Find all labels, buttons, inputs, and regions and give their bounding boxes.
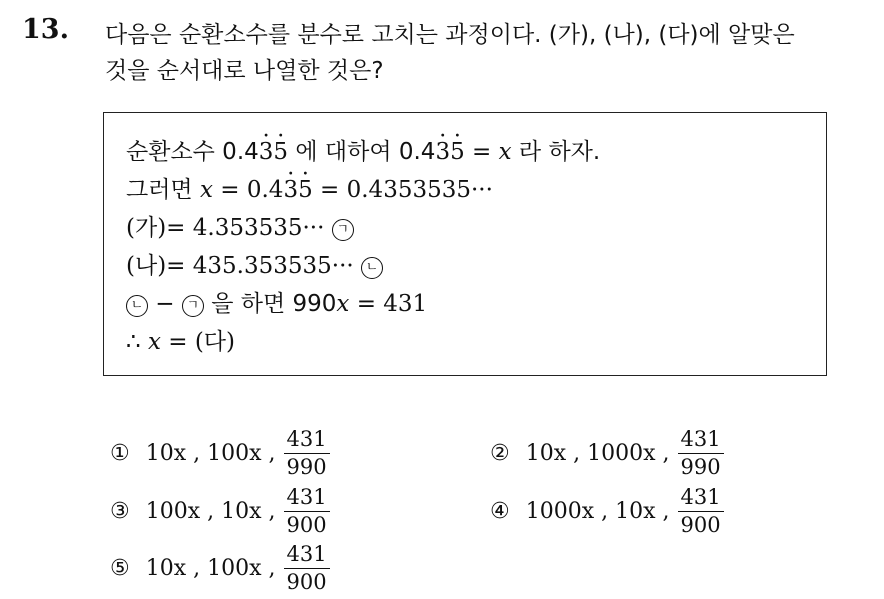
- box-line-2: [126, 171, 493, 204]
- circled-giyeok-icon: ㄱ: [332, 219, 354, 241]
- numerator: 431: [678, 428, 724, 454]
- box-line-1: [126, 133, 600, 166]
- text: 라 하자.: [511, 139, 601, 165]
- question-text-line-2: 것을 순서대로 나열한 것은?: [105, 58, 384, 84]
- text: 을 하면 990: [203, 291, 337, 317]
- fraction: [678, 428, 724, 479]
- text: 그러면: [126, 177, 200, 203]
- variable-x: x: [498, 139, 512, 165]
- choice-number: ⑤: [110, 556, 130, 582]
- text: = 431: [349, 291, 428, 317]
- denominator: 900: [286, 570, 327, 595]
- choice-4[interactable]: [490, 486, 724, 537]
- fraction: [284, 543, 330, 594]
- choice-1[interactable]: [110, 428, 330, 479]
- denominator: 990: [680, 455, 721, 480]
- numerator: 431: [284, 428, 330, 454]
- box-line-4: [126, 247, 383, 280]
- numerator: 431: [678, 486, 724, 512]
- box-line-6: [126, 323, 235, 356]
- circled-nieun-icon: ㄴ: [126, 295, 148, 317]
- text: 순환소수 0.4: [126, 139, 259, 165]
- choice-text: 10x , 100x ,: [145, 441, 276, 467]
- text: 에 대하여 0.4: [288, 139, 436, 165]
- box-line-5: [126, 285, 427, 318]
- variable-x: x: [147, 329, 161, 355]
- denominator: 900: [680, 513, 721, 538]
- numerator: 431: [284, 543, 330, 569]
- text: = (다): [160, 329, 235, 355]
- choice-3[interactable]: [110, 486, 330, 537]
- choice-2[interactable]: [490, 428, 724, 479]
- fraction: [678, 486, 724, 537]
- fraction: [284, 486, 330, 537]
- text: =: [464, 139, 499, 165]
- circled-giyeok-icon: ㄱ: [182, 295, 204, 317]
- question-number: 13.: [22, 14, 69, 45]
- choice-text: 100x , 10x ,: [145, 499, 276, 525]
- denominator: 990: [286, 455, 327, 480]
- text: = 0.4: [212, 177, 284, 203]
- choice-text: 10x , 100x ,: [145, 556, 276, 582]
- repeating-digit: 3 ·: [283, 177, 298, 203]
- repeating-digit: 5 ·: [273, 139, 288, 165]
- choice-number: ③: [110, 499, 130, 525]
- variable-x: x: [199, 177, 213, 203]
- choice-number: ②: [490, 441, 510, 467]
- choice-number: ①: [110, 441, 130, 467]
- text: −: [148, 291, 182, 317]
- fraction: [284, 428, 330, 479]
- repeating-digit: 5 ·: [298, 177, 313, 203]
- choice-text: 1000x , 10x ,: [525, 499, 670, 525]
- variable-x: x: [336, 291, 350, 317]
- question-text-line-1: 다음은 순환소수를 분수로 고치는 과정이다. (가), (나), (다)에 알맞은: [105, 22, 795, 48]
- text: (가)= 4.353535···: [126, 215, 325, 241]
- repeating-digit: 3 ·: [435, 139, 450, 165]
- text: (나)= 435.353535···: [126, 253, 354, 279]
- repeating-digit: 5 ·: [450, 139, 465, 165]
- circled-nieun-icon: ㄴ: [361, 257, 383, 279]
- numerator: 431: [284, 486, 330, 512]
- choice-number: ④: [490, 499, 510, 525]
- choice-text: 10x , 1000x ,: [525, 441, 670, 467]
- repeating-digit: 3 ·: [259, 139, 274, 165]
- text: ∴: [126, 329, 148, 355]
- choice-5[interactable]: [110, 543, 330, 594]
- text: = 0.4353535···: [312, 177, 493, 203]
- box-line-3: [126, 209, 354, 242]
- denominator: 900: [286, 513, 327, 538]
- solution-box: [103, 112, 827, 376]
